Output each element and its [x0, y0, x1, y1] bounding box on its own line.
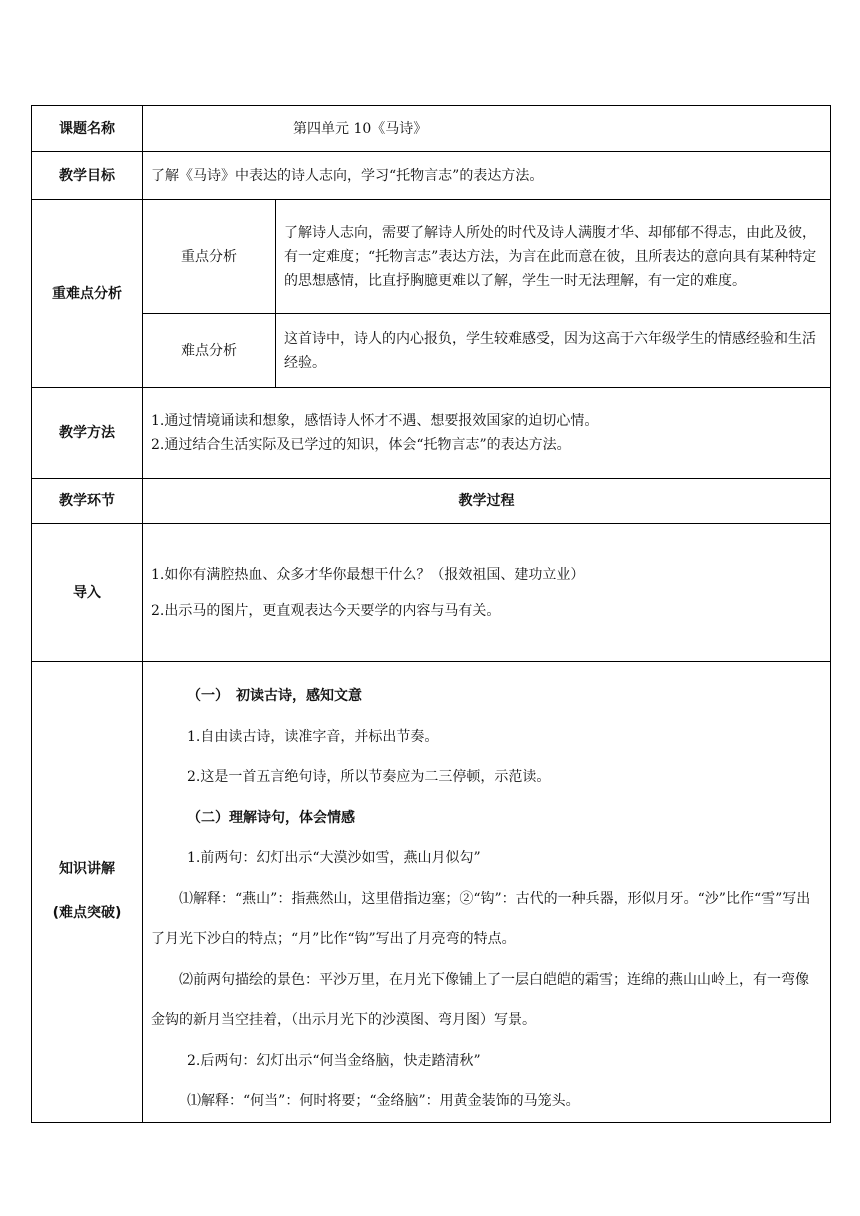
knowledge-sublabel: (难点突破): [52, 905, 122, 921]
course-label: 课题名称: [32, 106, 143, 152]
section-heading-1: （一） 初读古诗，感知文意: [187, 688, 362, 704]
course-title: 第四单元 10《马诗》: [143, 106, 831, 152]
process-header: 教学过程: [143, 479, 831, 524]
lesson-plan-table: [31, 105, 831, 1123]
methods-row: [32, 388, 831, 479]
knowledge-p4: ⑴解释：“燕山”：指燕然山，这里借指边塞；②“钩”：古代的一种兵器，形似月牙。“沙”比作“雪”写出了月光下沙白的特点；“月”比作“钩”写出了月亮弯的特点。: [151, 890, 811, 947]
key-analysis-row: [32, 200, 831, 314]
knowledge-p2: 2.这是一首五言绝句诗，所以节奏应为二三停顿，示范读。: [187, 769, 551, 785]
intro-cell: [143, 524, 831, 662]
stage-header: 教学环节: [32, 479, 143, 524]
analysis-label: 重难点分析: [32, 200, 143, 388]
course-row: [32, 106, 831, 152]
knowledge-p3: 1.前两句：幻灯出示“大漠沙如雪，燕山月似勾”: [187, 850, 481, 866]
intro-row: [32, 524, 831, 662]
knowledge-label: 知识讲解: [59, 861, 115, 877]
knowledge-p1: 1.自由读古诗，读准字音，并标出节奏。: [187, 728, 439, 745]
intro-item-2: 2.出示马的图片，更直观表达今天要学的内容与马有关。: [151, 602, 501, 619]
objective-row: [32, 152, 831, 200]
objective-text: 了解《马诗》中表达的诗人志向，学习“托物言志”的表达方法。: [143, 152, 831, 200]
difficult-analysis-text: 这首诗中，诗人的内心报负，学生较难感受，因为这高于六年级学生的情感经验和生活经验。: [276, 314, 831, 388]
knowledge-content: [143, 662, 831, 1123]
knowledge-p6: 2.后两句：幻灯出示“何当金络脑，快走踏清秋”: [187, 1052, 481, 1069]
knowledge-p7: ⑴解释：“何当”：何时将要；“金络脑”：用黄金装饰的马笼头。: [187, 1093, 580, 1109]
key-analysis-label: 重点分析: [143, 200, 276, 314]
methods-label: 教学方法: [32, 388, 143, 479]
method-item-2: 2.通过结合生活实际及已学过的知识，体会“托物言志”的表达方法。: [151, 437, 571, 453]
difficult-analysis-row: [32, 314, 831, 388]
knowledge-label-cell: [32, 662, 143, 1123]
knowledge-p5: ⑵前两句描绘的景色：平沙万里，在月光下像铺上了一层白皑皑的霜雪；连绵的燕山山岭上，有一弯像金钩的新月当空挂着，（出示月光下的沙漠图、弯月图）写景。: [151, 971, 809, 1028]
method-item-1: 1.通过情境诵读和想象，感悟诗人怀才不遇、想要报效国家的迫切心情。: [151, 413, 599, 429]
methods-cell: [143, 388, 831, 479]
key-analysis-text: 了解诗人志向，需要了解诗人所处的时代及诗人满腹才华、却郁郁不得志，由此及彼，有一定难度；“托物言志”表达方法，为言在此而意在彼，且所表达的意向具有某种特定的思想感情，比直抒胸臆更难以了解，学生一时无法理解，有一定的难度。: [276, 200, 831, 314]
intro-item-1: 1.如你有满腔热血、众多才华你最想干什么？（报效祖国、建功立业）: [151, 566, 585, 583]
header-row: [32, 479, 831, 524]
section-heading-2: （二）理解诗句，体会情感: [187, 809, 355, 826]
knowledge-row: [32, 662, 831, 1123]
intro-label: 导入: [32, 524, 143, 662]
difficult-analysis-label: 难点分析: [143, 314, 276, 388]
objective-label: 教学目标: [32, 152, 143, 200]
